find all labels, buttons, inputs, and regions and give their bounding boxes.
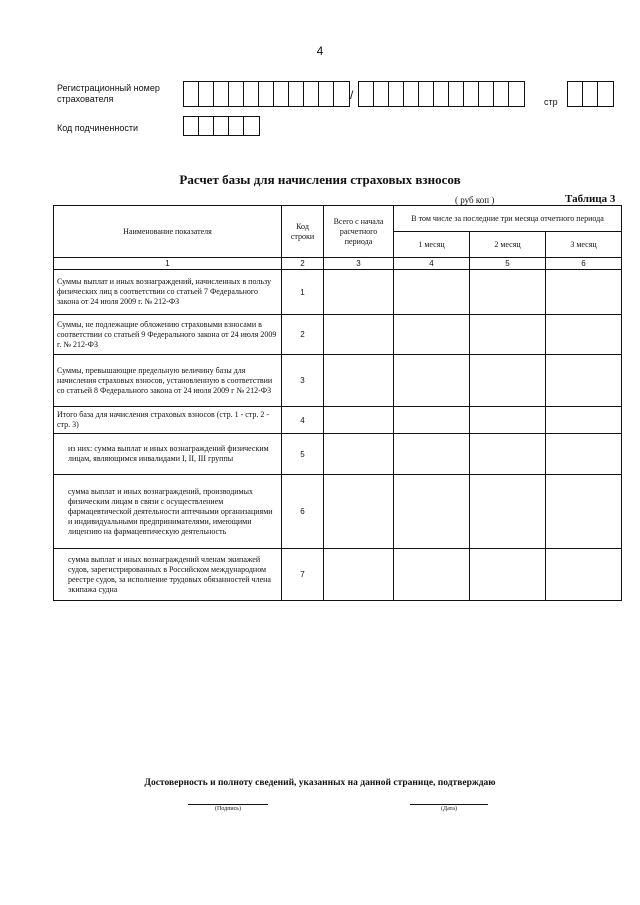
row-description: сумма выплат и иных вознаграждений, производимых физическим лицам в связи с осуществлением фармацевтической деятельности аптечными организациями и индивидуальными предпринимателями, имеющими лицензию на фармацевтическую деятельность: [54, 475, 282, 549]
value-cell-month-2[interactable]: [470, 270, 546, 315]
value-cell-month-2[interactable]: [470, 549, 546, 601]
value-cell-month-3[interactable]: [546, 407, 622, 434]
value-cell-month-2[interactable]: [470, 315, 546, 355]
value-cell-month-3[interactable]: [546, 475, 622, 549]
header-last-three-months: В том числе за последние три месяца отчетного периода: [394, 206, 622, 232]
value-cell-month-3[interactable]: [546, 355, 622, 407]
header-total: Всего с начала расчетного периода: [324, 206, 394, 258]
value-cell-total[interactable]: [324, 315, 394, 355]
sub-code-field[interactable]: [183, 116, 260, 136]
row-description: из них: сумма выплат и иных вознаграждений физическим лицам, являющимся инвалидами I, II, III группы: [54, 434, 282, 475]
value-cell-month-3[interactable]: [546, 434, 622, 475]
value-cell-total[interactable]: [324, 407, 394, 434]
row-description: сумма выплат и иных вознаграждений членам экипажей судов, зарегистрированных в Российском международном реестре судов, за исполнение трудовых обязанностей члена экипажа судна: [54, 549, 282, 601]
value-cell-month-3[interactable]: [546, 315, 622, 355]
col-num: 5: [470, 258, 546, 270]
units-label: ( руб коп ): [455, 195, 495, 205]
row-code: 5: [282, 434, 324, 475]
page-label: стр: [544, 97, 558, 107]
table-row: [54, 355, 622, 407]
value-cell-month-2[interactable]: [470, 355, 546, 407]
col-num: 6: [546, 258, 622, 270]
header-month-2: 2 месяц: [470, 232, 546, 258]
header-code: Код строки: [282, 206, 324, 258]
row-description: Итого база для начисления страховых взносов (стр. 1 - стр. 2 - стр. 3): [54, 407, 282, 434]
reg-number-field-part2[interactable]: [358, 81, 525, 107]
value-cell-month-1[interactable]: [394, 355, 470, 407]
value-cell-month-2[interactable]: [470, 407, 546, 434]
table-row: [54, 475, 622, 549]
table-row: [54, 315, 622, 355]
row-code: 2: [282, 315, 324, 355]
row-code: 4: [282, 407, 324, 434]
base-calculation-table: [53, 205, 622, 601]
page-number: 4: [316, 44, 324, 58]
col-num: 4: [394, 258, 470, 270]
reg-number-label: Регистрационный номер страхователя: [57, 83, 160, 104]
value-cell-month-2[interactable]: [470, 475, 546, 549]
value-cell-month-1[interactable]: [394, 549, 470, 601]
signature-caption: (Подпись): [214, 806, 242, 812]
table-row: [54, 270, 622, 315]
value-cell-total[interactable]: [324, 434, 394, 475]
row-code: 6: [282, 475, 324, 549]
confirmation-text: Достоверность и полноту сведений, указанных на данной странице, подтверждаю: [144, 778, 496, 788]
row-code: 1: [282, 270, 324, 315]
row-description: Суммы выплат и иных вознаграждений, начисленных в пользу физических лиц в соответствии со статьей 7 Федерального закона от 24 июля 2009 г. № 212-ФЗ: [54, 270, 282, 315]
table-number: Таблица 3: [565, 193, 616, 205]
value-cell-total[interactable]: [324, 270, 394, 315]
value-cell-month-1[interactable]: [394, 475, 470, 549]
value-cell-total[interactable]: [324, 355, 394, 407]
header-month-1: 1 месяц: [394, 232, 470, 258]
date-line[interactable]: [410, 804, 488, 805]
row-description: Суммы, не подлежащие обложению страховыми взносами в соответствии со статьей 9 Федерального закона от 24 июля 2009 г. № 212-ФЗ: [54, 315, 282, 355]
row-code: 7: [282, 549, 324, 601]
column-numbers-row: [54, 258, 622, 270]
table-row: [54, 407, 622, 434]
col-num: 3: [324, 258, 394, 270]
value-cell-total[interactable]: [324, 475, 394, 549]
row-description: Суммы, превышающие предельную величину базы для начисления страховых взносов, установленную в соответствии со статьей 8 Федерального закона от 24 июля 2009 г № 212-ФЗ: [54, 355, 282, 407]
header-month-3: 3 месяц: [546, 232, 622, 258]
table-row: [54, 549, 622, 601]
value-cell-month-2[interactable]: [470, 434, 546, 475]
value-cell-month-1[interactable]: [394, 315, 470, 355]
header-name: Наименование показателя: [54, 206, 282, 258]
value-cell-month-3[interactable]: [546, 549, 622, 601]
value-cell-month-1[interactable]: [394, 434, 470, 475]
reg-number-field-part1[interactable]: [183, 81, 350, 107]
col-num: 1: [54, 258, 282, 270]
row-code: 3: [282, 355, 324, 407]
date-caption: (Дата): [441, 806, 457, 812]
value-cell-total[interactable]: [324, 549, 394, 601]
table-row: [54, 434, 622, 475]
sub-code-label: Код подчиненности: [57, 123, 139, 133]
page-number-field[interactable]: [567, 81, 614, 107]
value-cell-month-1[interactable]: [394, 407, 470, 434]
col-num: 2: [282, 258, 324, 270]
signature-line[interactable]: [188, 804, 268, 805]
table-title: Расчет базы для начисления страховых взносов: [179, 172, 461, 187]
value-cell-month-1[interactable]: [394, 270, 470, 315]
reg-number-separator: /: [350, 88, 354, 102]
value-cell-month-3[interactable]: [546, 270, 622, 315]
